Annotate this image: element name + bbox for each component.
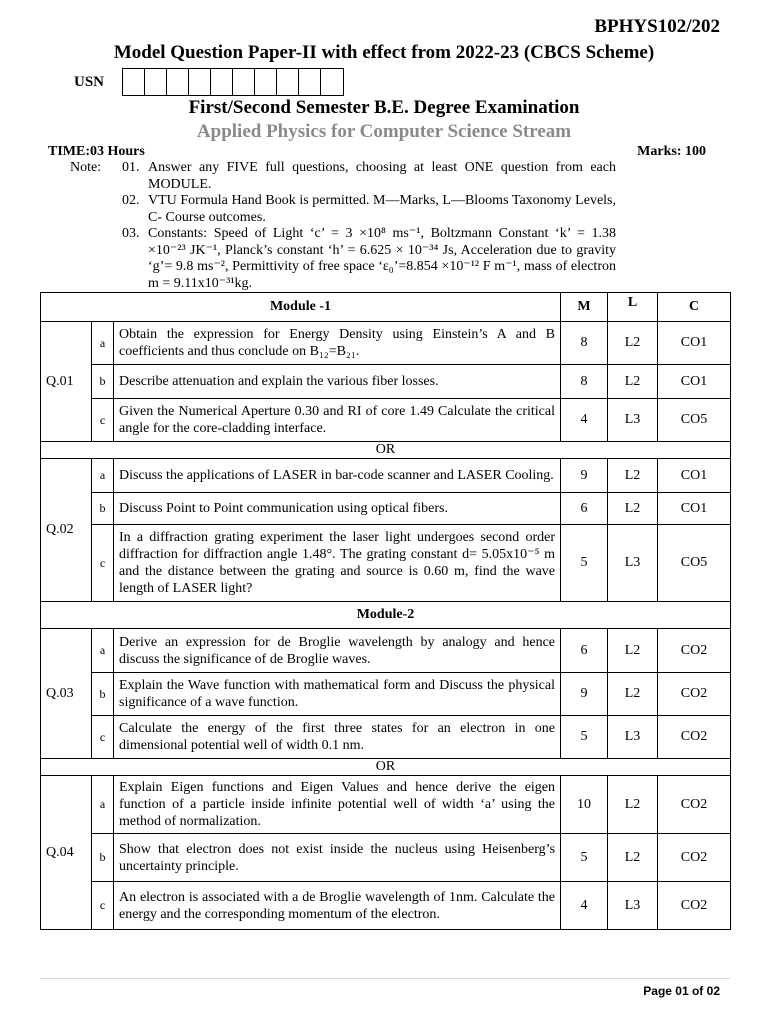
- sub-question-letter: c: [92, 882, 114, 930]
- question-text: Show that electron does not exist inside the nucleus using Heisenberg’s uncertainty principle.: [114, 834, 561, 882]
- question-text: An electron is associated with a de Broglie wavelength of 1nm. Calculate the energy and the corresponding momentum of the electron.: [114, 882, 561, 930]
- marks-cell: 5: [561, 834, 608, 882]
- time-label: TIME:03 Hours: [48, 144, 145, 159]
- usn-box: [145, 69, 167, 95]
- module-title: Module-2: [41, 602, 731, 629]
- usn-box: [167, 69, 189, 95]
- or-separator-row: [41, 759, 731, 776]
- outcome-cell: CO2: [658, 716, 731, 759]
- outcome-cell: CO2: [658, 629, 731, 673]
- outcome-cell: CO1: [658, 493, 731, 525]
- sub-question-letter: b: [92, 365, 114, 399]
- note-text: VTU Formula Hand Book is permitted. M—Marks, L—Blooms Taxonomy Levels, C- Course outcomes.: [148, 193, 616, 225]
- marks-cell: 10: [561, 776, 608, 834]
- or-separator-row: [41, 442, 731, 459]
- sub-question-letter: a: [92, 322, 114, 365]
- marks-cell: 4: [561, 399, 608, 442]
- usn-box: [299, 69, 321, 95]
- question-text: Derive an expression for de Broglie wavelength by analogy and hence discuss the significance of de Broglie waves.: [114, 629, 561, 673]
- marks-cell: 8: [561, 322, 608, 365]
- level-cell: L2: [608, 459, 658, 493]
- question-text: Explain the Wave function with mathematical form and Discuss the physical significance of a wave function.: [114, 673, 561, 716]
- level-cell: L2: [608, 776, 658, 834]
- usn-box: [255, 69, 277, 95]
- note-text: Constants: Speed of Light ‘c’ = 3 ×10⁸ ms⁻¹, Boltzmann Constant ‘k’ = 1.38 ×10⁻²³ JK⁻¹, Planck’s constant ‘h’ = 6.625 × 10⁻³⁴ Js, Acceleration due to gravity ‘g’= 9.8 ms⁻², Permittivity of free space ‘ε₀’=8.854 ×10⁻¹² F m⁻¹, mass of electron m = 9.11x10⁻³¹kg.: [148, 226, 616, 291]
- table-row: [41, 459, 731, 493]
- or-separator: OR: [41, 759, 731, 776]
- marks-cell: 6: [561, 493, 608, 525]
- col-header-c: C: [658, 293, 731, 322]
- usn-box: [277, 69, 299, 95]
- note-text: Answer any FIVE full questions, choosing at least ONE question from each MODULE.: [148, 160, 616, 192]
- table-row: [41, 882, 731, 930]
- marks-cell: 4: [561, 882, 608, 930]
- table-row: [41, 834, 731, 882]
- note-item: [122, 160, 616, 193]
- sub-question-letter: a: [92, 459, 114, 493]
- question-table: [40, 292, 731, 930]
- usn-box: [233, 69, 255, 95]
- table-row: [41, 776, 731, 834]
- level-cell: L2: [608, 493, 658, 525]
- usn-box: [211, 69, 233, 95]
- question-number: Q.04: [41, 776, 92, 930]
- question-text: Calculate the energy of the first three states for an electron in one dimensional potential well of width 0.1 nm.: [114, 716, 561, 759]
- outcome-cell: CO1: [658, 365, 731, 399]
- table-row: [41, 673, 731, 716]
- level-cell: L2: [608, 629, 658, 673]
- footer-divider: [40, 978, 730, 979]
- note-label: Note:: [70, 160, 102, 175]
- question-text: In a diffraction grating experiment the laser light undergoes second order diffraction for diffraction angle 1.48°. The grating constant d= 5.05x10⁻⁵ m and the distance between the grating and source is 0.60 m, find the wave length of LASER light?: [114, 525, 561, 602]
- sub-question-letter: a: [92, 776, 114, 834]
- table-row: [41, 493, 731, 525]
- notes-list: [122, 160, 616, 292]
- outcome-cell: CO2: [658, 834, 731, 882]
- sub-question-letter: b: [92, 673, 114, 716]
- usn-boxes: [122, 68, 344, 96]
- question-text: Explain Eigen functions and Eigen Values and hence derive the eigen function of a particle inside infinite potential well of width ‘a’ using the method of normalization.: [114, 776, 561, 834]
- marks-cell: 5: [561, 525, 608, 602]
- outcome-cell: CO2: [658, 882, 731, 930]
- marks-cell: 6: [561, 629, 608, 673]
- outcome-cell: CO1: [658, 459, 731, 493]
- outcome-cell: CO1: [658, 322, 731, 365]
- level-cell: L2: [608, 834, 658, 882]
- note-item: [122, 193, 616, 226]
- note-number: 02.: [122, 193, 140, 208]
- or-separator: OR: [41, 442, 731, 459]
- marks-cell: 5: [561, 716, 608, 759]
- outcome-cell: CO5: [658, 399, 731, 442]
- usn-box: [189, 69, 211, 95]
- page-number: Page 01 of 02: [643, 984, 720, 998]
- marks-cell: 9: [561, 459, 608, 493]
- question-number: Q.03: [41, 629, 92, 759]
- note-number: 03.: [122, 226, 140, 241]
- module-row: [41, 602, 731, 629]
- table-row: [41, 629, 731, 673]
- exam-title: First/Second Semester B.E. Degree Examination: [188, 97, 580, 118]
- sub-question-letter: c: [92, 525, 114, 602]
- course-code: BPHYS102/202: [594, 16, 720, 37]
- outcome-cell: CO5: [658, 525, 731, 602]
- level-cell: L3: [608, 399, 658, 442]
- module-header-row: [41, 293, 731, 322]
- question-text: Discuss the applications of LASER in bar-code scanner and LASER Cooling.: [114, 459, 561, 493]
- col-header-l: L: [608, 293, 658, 322]
- marks-cell: 9: [561, 673, 608, 716]
- sub-question-letter: c: [92, 716, 114, 759]
- level-cell: L3: [608, 882, 658, 930]
- table-row: [41, 399, 731, 442]
- question-text: Discuss Point to Point communication using optical fibers.: [114, 493, 561, 525]
- usn-label: USN: [74, 73, 105, 90]
- col-header-m: M: [561, 293, 608, 322]
- note-item: [122, 226, 616, 292]
- question-text: Describe attenuation and explain the various fiber losses.: [114, 365, 561, 399]
- subject-title: Applied Physics for Computer Science Stream: [196, 121, 572, 142]
- sub-question-letter: a: [92, 629, 114, 673]
- level-cell: L3: [608, 525, 658, 602]
- level-cell: L2: [608, 673, 658, 716]
- question-number: Q.02: [41, 459, 92, 602]
- outcome-cell: CO2: [658, 776, 731, 834]
- question-number: Q.01: [41, 322, 92, 442]
- usn-box: [123, 69, 145, 95]
- sub-question-letter: b: [92, 834, 114, 882]
- usn-box: [321, 69, 343, 95]
- note-number: 01.: [122, 160, 140, 175]
- marks-cell: 8: [561, 365, 608, 399]
- usn-row: [74, 68, 344, 96]
- outcome-cell: CO2: [658, 673, 731, 716]
- level-cell: L2: [608, 322, 658, 365]
- question-text: Given the Numerical Aperture 0.30 and RI of core 1.49 Calculate the critical angle for the core-cladding interface.: [114, 399, 561, 442]
- table-row: [41, 525, 731, 602]
- module-title: Module -1: [41, 293, 561, 322]
- marks-label: Marks: 100: [637, 144, 706, 159]
- level-cell: L3: [608, 716, 658, 759]
- paper-title: Model Question Paper-II with effect from 2022-23 (CBCS Scheme): [113, 42, 655, 63]
- table-row: [41, 716, 731, 759]
- sub-question-letter: b: [92, 493, 114, 525]
- table-row: [41, 365, 731, 399]
- table-row: [41, 322, 731, 365]
- sub-question-letter: c: [92, 399, 114, 442]
- level-cell: L2: [608, 365, 658, 399]
- question-text: Obtain the expression for Energy Density using Einstein’s A and B coefficients and thus conclude on B₁₂=B₂₁.: [114, 322, 561, 365]
